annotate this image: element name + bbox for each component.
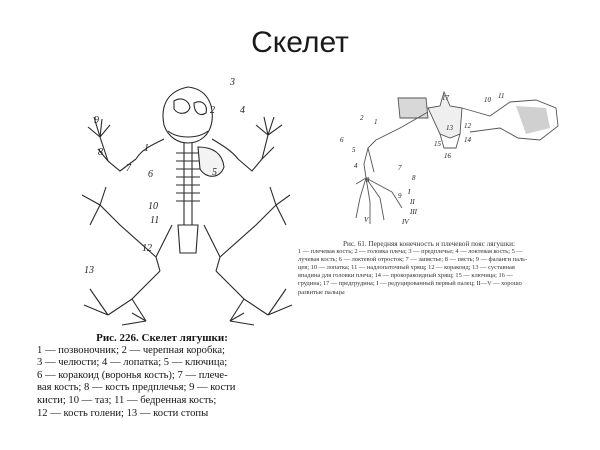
label-4: 4	[240, 105, 245, 116]
forelimb-figure	[340, 88, 570, 238]
label-1: 1	[374, 118, 378, 126]
label-10: 10	[148, 201, 158, 212]
figure1-caption-line: 3 — челюсти; 4 — лопатка; 5 — ключица;	[37, 357, 228, 369]
label-1: 1	[144, 143, 149, 154]
label-10: 10	[484, 96, 491, 104]
figure1-caption-line: вая кость; 8 — кость предплечья; 9 — кости	[37, 382, 236, 394]
label-7: 7	[126, 163, 131, 174]
slide-title: Скелет	[251, 26, 349, 59]
figure1-caption-title: Рис. 226. Скелет лягушки:	[96, 332, 228, 344]
label-6: 6	[148, 169, 153, 180]
label-12: 12	[142, 243, 152, 254]
label-14: 14	[464, 136, 471, 144]
label-3: 3	[230, 77, 235, 88]
label-9: 9	[94, 115, 99, 126]
label-17: 17	[442, 94, 449, 102]
label-4: 4	[354, 162, 358, 170]
label-16: 16	[444, 152, 451, 160]
figure1-caption-line: кисти; 10 — таз; 11 — бедренная кость;	[37, 394, 217, 406]
label-7: 7	[398, 164, 402, 172]
label-3: 3	[366, 176, 370, 184]
figure1-caption-line: 6 — коракоид (воронья кость); 7 — плече-	[37, 369, 228, 381]
label-13: 13	[84, 265, 94, 276]
label-5: 5	[352, 146, 356, 154]
figure1-caption-line: 12 — кость голени; 13 — кости стопы	[37, 407, 209, 419]
label-2: 2	[360, 114, 364, 122]
label-12: 12	[464, 122, 471, 130]
label-III: III	[410, 208, 417, 216]
figure2-caption-title: Рис. 61. Передняя конечность и плечевой пояс лягушки:	[343, 240, 515, 248]
frog-skeleton-drawing	[60, 75, 295, 330]
label-IV: IV	[402, 218, 409, 226]
label-15: 15	[434, 140, 441, 148]
figure2-caption-line: цев; 10 — лопатка; 11 — надлопаточный хрящ; 12 — коракоид; 13 — суставная	[298, 264, 515, 272]
label-6: 6	[340, 136, 344, 144]
label-2: 2	[210, 105, 215, 116]
label-11: 11	[498, 92, 505, 100]
label-8: 8	[98, 147, 103, 158]
label-13: 13	[446, 124, 453, 132]
label-8: 8	[412, 174, 416, 182]
figure2-caption-line: 1 — плечевая кость; 2 — головка плеча; 3 — предплечье; 4 — локтевая кость; 5 —	[298, 248, 523, 256]
label-9: 9	[398, 192, 402, 200]
label-II: II	[410, 198, 415, 206]
frog-skeleton-figure	[60, 75, 295, 330]
figure2-caption-line: лучевая кость; 6 — локтевой отросток; 7 — запястье; 8 — пясть; 9 — фаланги паль-	[298, 256, 528, 264]
figure1-caption-line: 1 — позвоночник; 2 — черепная коробка;	[37, 344, 225, 356]
label-5: 5	[212, 167, 217, 178]
label-11: 11	[150, 215, 160, 226]
figure2-caption-line: развитые пальцы	[298, 288, 345, 296]
figure2-caption-line: грудина; 17 — предгрудина; I — редуцированный первый палец; II—V — хорошо	[298, 280, 522, 288]
label-V: V	[364, 216, 369, 224]
figure2-caption-line: впадина для головки плеча; 14 — прокоракоидный хрящ; 15 — ключица; 16 —	[298, 272, 513, 280]
figure2-caption	[298, 240, 560, 297]
figure1-caption	[37, 332, 287, 420]
forelimb-drawing	[340, 88, 570, 238]
label-I: I	[408, 188, 411, 196]
